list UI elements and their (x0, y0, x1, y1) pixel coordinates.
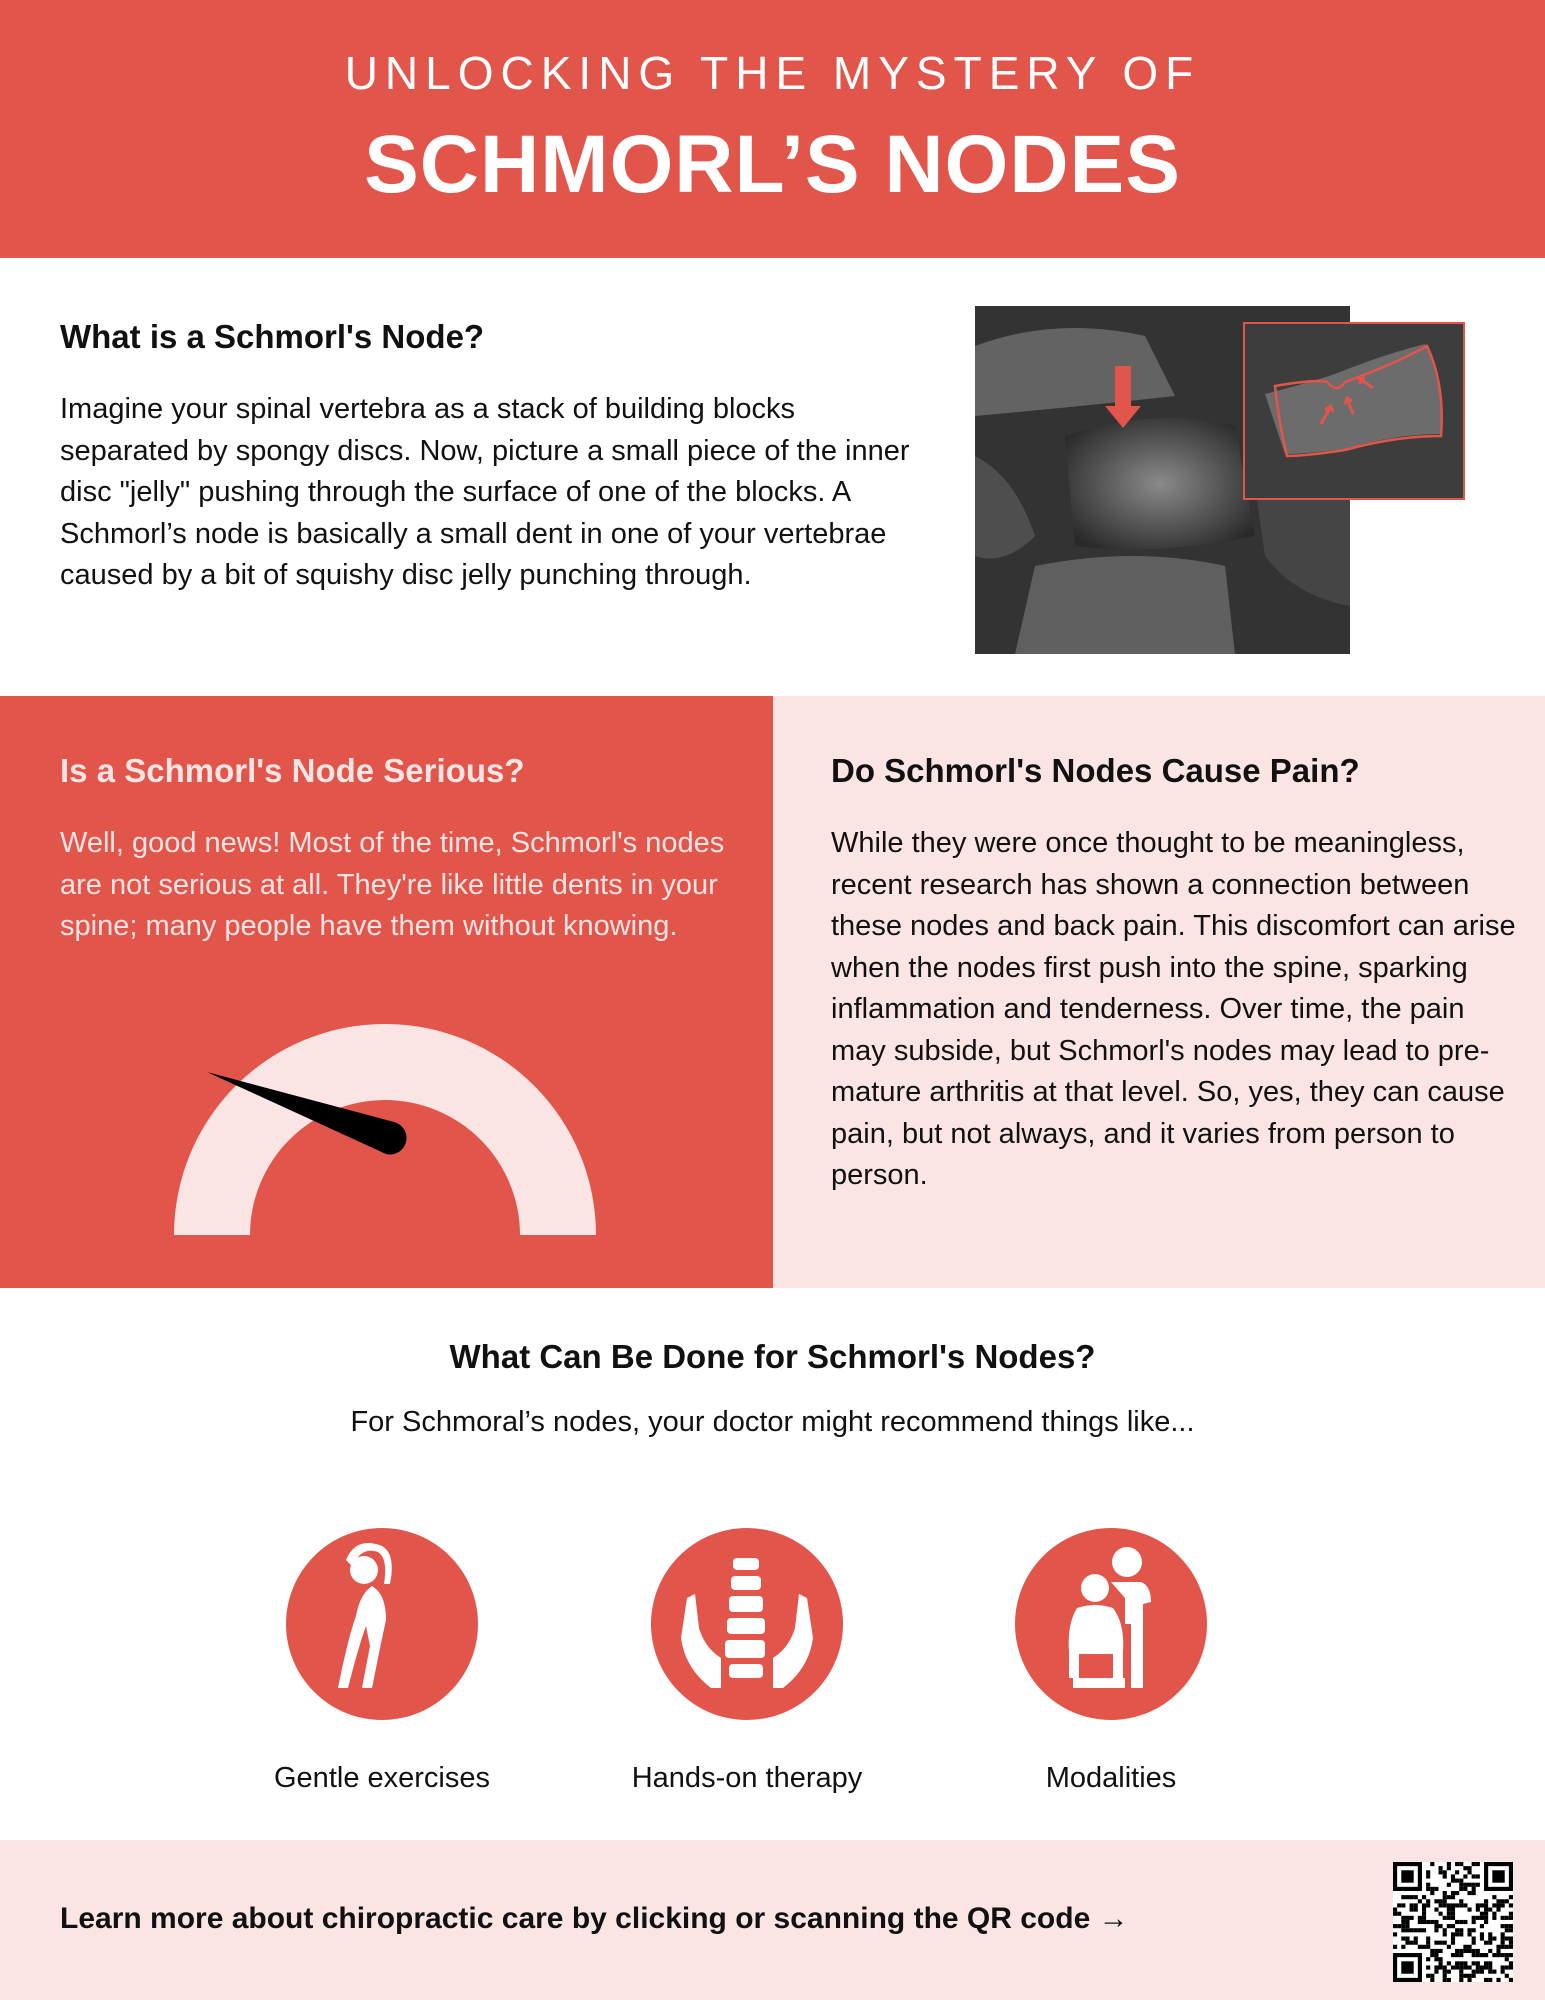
what-is-section (0, 258, 1545, 696)
stretching-person-icon (286, 1528, 478, 1720)
treatment-item-hands-on-therapy (587, 1528, 907, 1795)
what-is-heading: What is a Schmorl's Node? (60, 318, 485, 355)
treatments-heading: What Can Be Done for Schmorl's Nodes? (449, 1338, 1096, 1375)
serious-heading: Is a Schmorl's Node Serious? (60, 752, 525, 789)
pain-panel (773, 696, 1545, 1288)
severity-gauge (170, 1014, 600, 1239)
treatments-subtitle: For Schmoral’s nodes, your doctor might recommend things like... (350, 1406, 1195, 1438)
serious-panel (0, 696, 773, 1288)
header-banner (0, 0, 1545, 258)
qr-code[interactable] (1393, 1862, 1513, 1982)
what-is-body: Imagine your spinal vertebra as a stack of building blocks separated by spongy discs. Now, picture a small piece of the inner disc "jelly" pushing through the surface of one of the blocks. A Schmorl’s node is basically a small dent in one of your vertebrae caused by a bit of squishy disc jelly punching through. (60, 393, 910, 591)
treatment-item-modalities (951, 1528, 1271, 1795)
hands-spine-icon (651, 1528, 843, 1720)
footer-banner (0, 1840, 1545, 2000)
treatment-label: Gentle exercises (274, 1762, 490, 1794)
xray-inset-image (1243, 322, 1465, 500)
pain-body: While they were once thought to be meaningless, recent research has shown a connection between these nodes and back pain. This discomfort can arise when the nodes first push into the spine, sparking inflammation and tenderness. Over time, the pain may subside, but Schmorl's nodes may lead to pre-mature arthritis at that level. So, yes, they can cause pain, but not always, and it varies from person to person. (831, 827, 1516, 1191)
treatment-item-gentle-exercises (222, 1528, 542, 1795)
page-title: SCHMORL’S NODES (364, 119, 1181, 210)
header-kicker: UNLOCKING THE MYSTERY OF (344, 47, 1201, 99)
pain-heading: Do Schmorl's Nodes Cause Pain? (831, 752, 1360, 789)
serious-body: Well, good news! Most of the time, Schmorl's nodes are not serious at all. They're like little dents in your spine; many people have them without knowing. (60, 827, 725, 942)
cta-link[interactable]: Learn more about chiropractic care by clicking or scanning the QR code → (60, 1902, 1129, 1935)
treatments-section (0, 1288, 1545, 1840)
treatment-label: Hands-on therapy (631, 1762, 863, 1794)
therapist-patient-icon (1015, 1528, 1207, 1720)
treatment-label: Modalities (1045, 1762, 1177, 1794)
